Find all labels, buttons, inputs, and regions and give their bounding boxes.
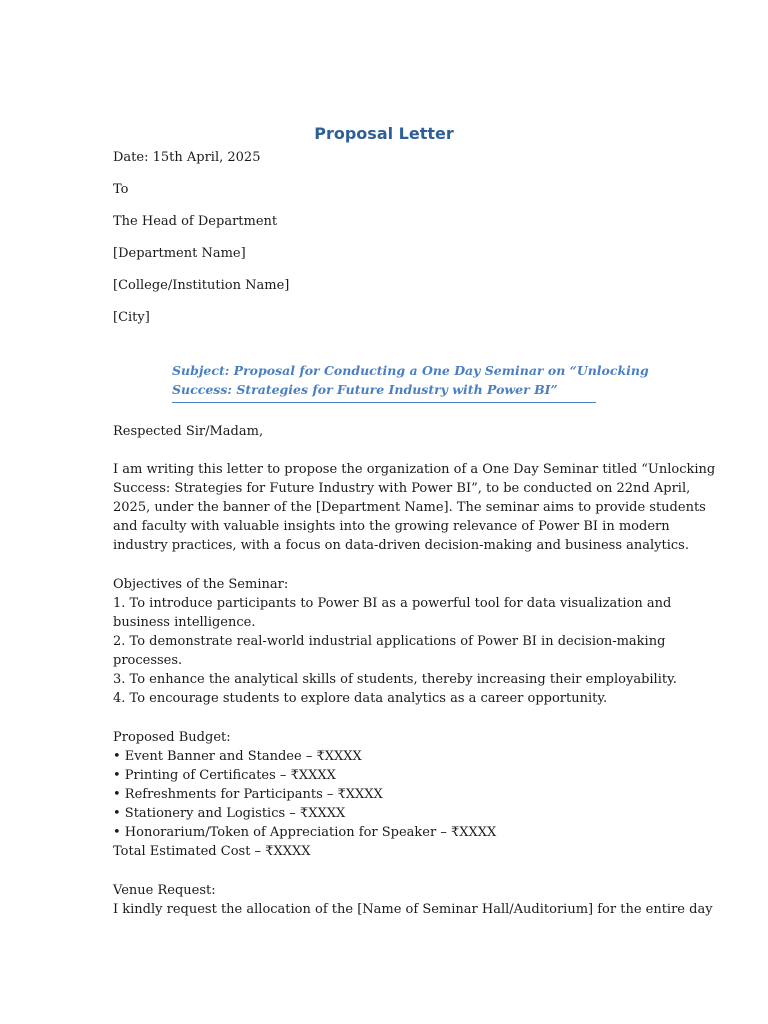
objective-line: 4. To encourage students to explore data analytics as a career opportunity. xyxy=(113,691,608,706)
budget-total: Total Estimated Cost – ₹XXXX xyxy=(113,844,311,859)
venue-line: I kindly request the allocation of the [Name of Seminar Hall/Auditorium] for the entire day xyxy=(113,902,713,917)
intro-line: I am writing this letter to propose the organization of a One Day Seminar titled “Unlocking xyxy=(113,462,716,477)
document-title: Proposal Letter xyxy=(314,124,454,143)
budget-item: • Honorarium/Token of Appreciation for Speaker – ₹XXXX xyxy=(113,825,497,840)
subject-text-1: Subject: Proposal for Conducting a One Day Seminar on “Unlocking xyxy=(172,363,649,378)
objective-line: processes. xyxy=(113,653,183,668)
budget-item: • Event Banner and Standee – ₹XXXX xyxy=(113,749,362,764)
intro-line: and faculty with valuable insights into the growing relevance of Power BI in modern xyxy=(113,519,670,534)
salutation: Respected Sir/Madam, xyxy=(113,424,264,439)
budget-item: • Refreshments for Participants – ₹XXXX xyxy=(113,787,383,802)
venue-heading: Venue Request: xyxy=(113,883,216,898)
objectives-heading: Objectives of the Seminar: xyxy=(113,577,289,592)
objective-line: 1. To introduce participants to Power BI as a powerful tool for data visualization and xyxy=(113,596,672,611)
budget-section xyxy=(113,728,653,861)
objective-line: 3. To enhance the analytical skills of students, thereby increasing their employability. xyxy=(113,672,677,687)
address-city: [City] xyxy=(113,310,150,325)
budget-heading: Proposed Budget: xyxy=(113,730,231,745)
objective-line: 2. To demonstrate real-world industrial applications of Power BI in decision-making xyxy=(113,634,666,649)
objectives-section xyxy=(113,575,677,708)
budget-item: • Stationery and Logistics – ₹XXXX xyxy=(113,806,346,821)
intro-line: industry practices, with a focus on data-driven decision-making and business analytics. xyxy=(113,538,689,553)
venue-section xyxy=(113,881,713,919)
subject-text-2: Success: Strategies for Future Industry with Power BI” xyxy=(172,382,558,397)
intro-paragraph xyxy=(113,460,716,555)
objective-line: business intelligence. xyxy=(113,615,256,630)
address-head: The Head of Department xyxy=(113,214,278,229)
date-line: Date: 15th April, 2025 xyxy=(113,150,261,165)
subject-line xyxy=(172,361,649,403)
budget-item: • Printing of Certificates – ₹XXXX xyxy=(113,768,336,783)
address-institution: [College/Institution Name] xyxy=(113,278,290,293)
intro-line: 2025, under the banner of the [Department Name]. The seminar aims to provide students xyxy=(113,500,706,515)
intro-line: Success: Strategies for Future Industry with Power BI”, to be conducted on 22nd April, xyxy=(113,481,691,496)
address-department: [Department Name] xyxy=(113,246,246,261)
to-line: To xyxy=(113,182,129,197)
